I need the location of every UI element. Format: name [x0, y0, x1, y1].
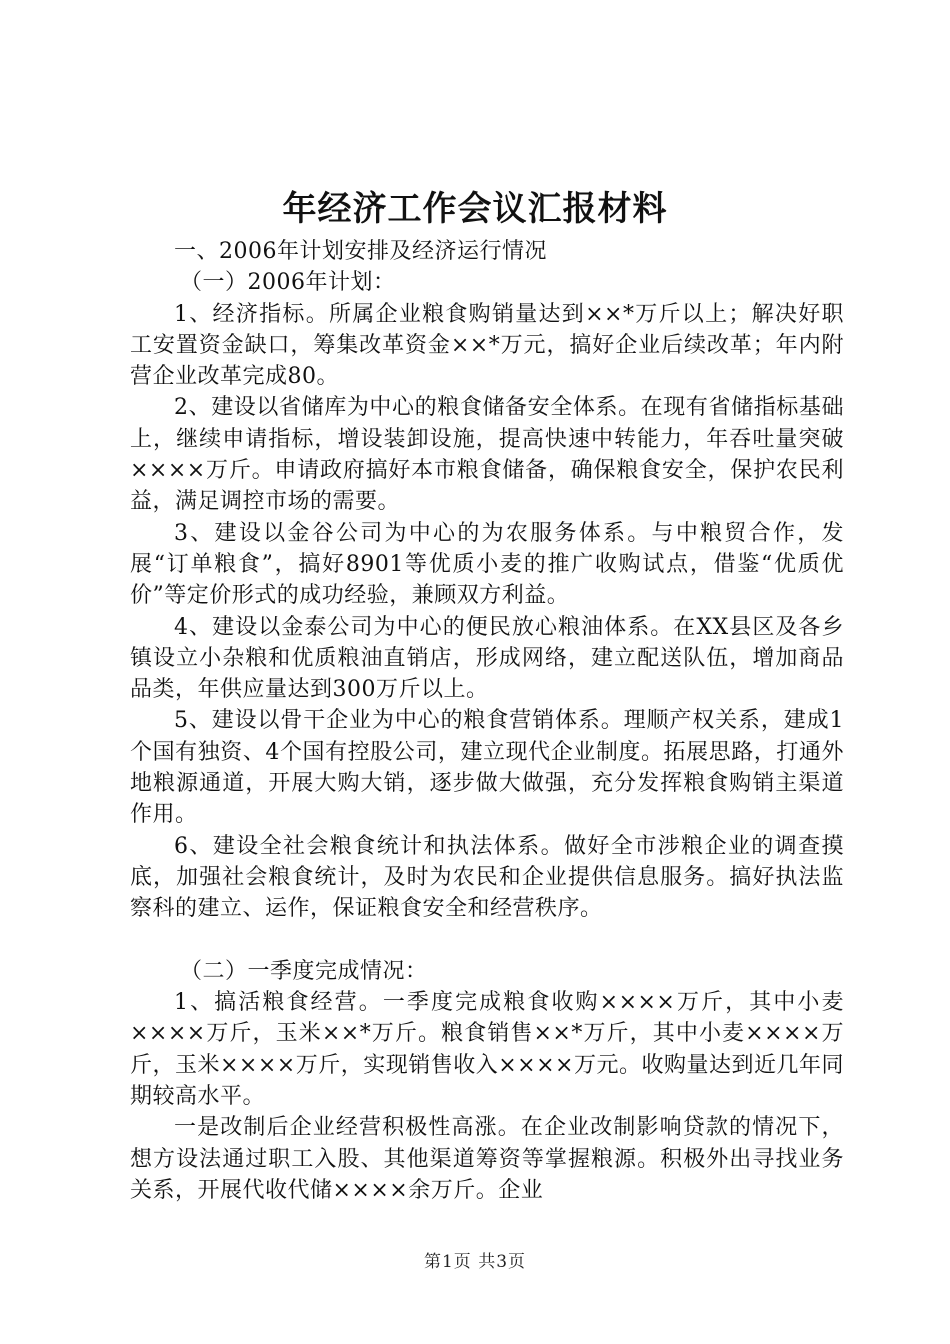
paragraph-item-1: 1、经济指标。所属企业粮食购销量达到××*万斤以上；解决好职工安置资金缺口，筹集改革资金××*万元，搞好企业后续改革；年内附营企业改革完成80。 — [130, 301, 844, 390]
section-heading: 一、2006年计划安排及经济运行情况 — [174, 239, 547, 264]
paragraph-q1-item-2: 一是改制后企业经营积极性高涨。在企业改制影响贷款的情况下，想方设法通过职工入股、其他渠道筹资等掌握粮源。积极外出寻找业务关系，开展代收代储××××余万斤。企业 — [130, 1115, 844, 1203]
subsection-heading-plan: （一）2006年计划： — [180, 270, 396, 296]
subsection-heading-q1: （二）一季度完成情况： — [180, 958, 428, 984]
document-title: 年经济工作会议汇报材料 — [282, 189, 668, 229]
paragraph-item-5: 5、建设以骨干企业为中心的粮食营销体系。理顺产权关系，建成1个国有独资、4个国有控股公司，建立现代企业制度。拓展思路，打通外地粮源通道，开展大购大销，逐步做大做强，充分发挥粮食购销主渠道作用。 — [130, 708, 844, 828]
page-footer: 第1页 共3页 — [423, 1252, 527, 1272]
paragraph-item-2: 2、建设以省储库为中心的粮食储备安全体系。在现有省储指标基础上，继续申请指标，增设装卸设施，提高快速中转能力，年吞吐量突破××××万斤。申请政府搞好本市粮食储备，确保粮食安全，保护农民利益，满足调控市场的需要。 — [130, 395, 844, 515]
paragraph-item-6: 6、建设全社会粮食统计和执法体系。做好全市涉粮企业的调查摸底，加强社会粮食统计，及时为农民和企业提供信息服务。搞好执法监察科的建立、运作，保证粮食安全和经营秩序。 — [130, 833, 844, 922]
paragraph-item-4: 4、建设以金泰公司为中心的便民放心粮油体系。在XX县区及各乡镇设立小杂粮和优质粮油直销店，形成网络，建立配送队伍，增加商品品类，年供应量达到300万斤以上。 — [130, 614, 844, 703]
paragraph-gap — [130, 925, 844, 956]
paragraph-q1-item-1: 1、搞活粮食经营。一季度完成粮食收购××××万斤，其中小麦××××万斤，玉米××*万斤。粮食销售××*万斤，其中小麦××××万斤，玉米××××万斤，实现销售收入××××万元。收购量达到近几年同期较高水平。 — [130, 990, 844, 1110]
paragraph-item-3: 3、建设以金谷公司为中心的为农服务体系。与中粮贸合作，发展“订单粮食”，搞好8901等优质小麦的推广收购试点，借鉴“优质优价”等定价形式的成功经验，兼顾双方利益。 — [130, 520, 844, 609]
document-body — [130, 236, 844, 1206]
